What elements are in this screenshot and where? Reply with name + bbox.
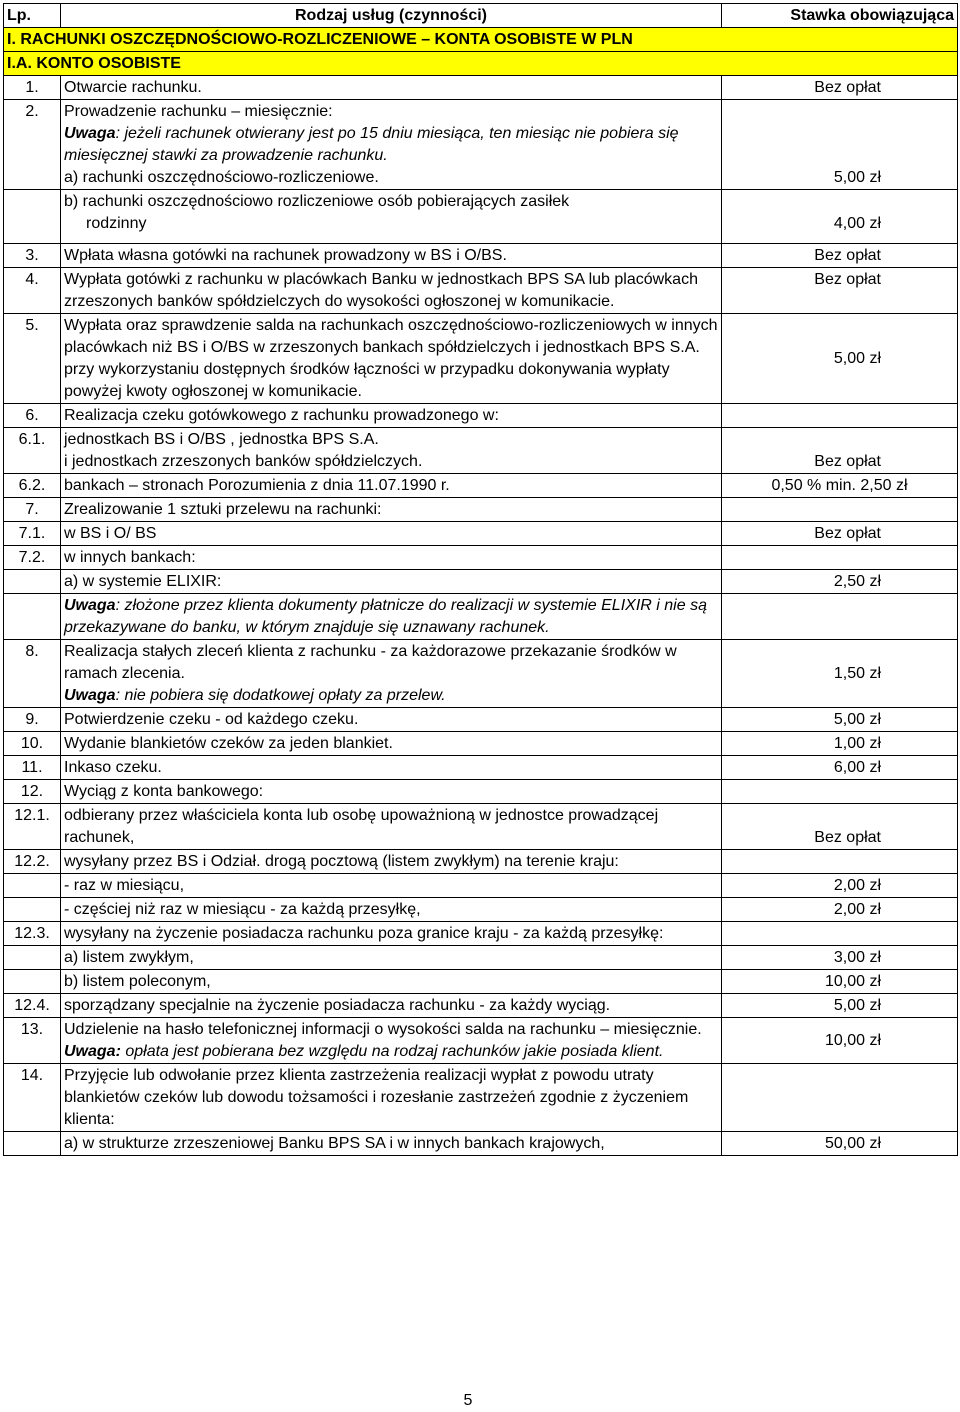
- note-label: Uwaga: [64, 597, 116, 614]
- row-text: Wypłata oraz sprawdzenie salda na rachunkach oszczędnościowo-rozliczeniowych w innych placówkach niż BS i O/BS w zrzeszonych bankach spółdzielczych i jednostkach BPS S.A. przy wykorzystaniu dostępnych środków łączności w przypadku dokonywania wypłaty powyżej kwoty ogłoszonej w komunikacie.: [61, 314, 722, 404]
- row-rate: 5,00 zł: [722, 708, 958, 732]
- row-rate: 1,50 zł: [722, 640, 958, 708]
- row-text: jednostkach BS i O/BS , jednostka BPS S.A. i jednostkach zrzeszonych banków spółdzielczych.: [61, 428, 722, 474]
- table-row: [4, 268, 958, 314]
- row-text: Udzielenie na hasło telefonicznej informacji o wysokości salda na rachunku – miesięcznie. Uwaga: opłata jest pobierana bez względu na rodzaj rachunków jakie posiada klient.: [61, 1018, 722, 1064]
- note-label: Uwaga: [64, 125, 116, 142]
- table-row: [4, 850, 958, 874]
- table-row: [4, 946, 958, 970]
- table-row: [4, 1132, 958, 1156]
- table-row: [4, 804, 958, 850]
- row-number: 2.: [4, 100, 61, 190]
- row-note: [64, 685, 718, 707]
- row-rate: Bez opłat: [722, 804, 958, 850]
- table-row: [4, 708, 958, 732]
- row-text: b) listem poleconym,: [61, 970, 722, 994]
- row-number: 6.2.: [4, 474, 61, 498]
- row-number: 13.: [4, 1018, 61, 1064]
- row-text-main: Prowadzenie rachunku – miesięcznie:: [64, 103, 333, 120]
- row-text: [61, 100, 722, 190]
- row-number: 12.1.: [4, 804, 61, 850]
- row-text: odbierany przez właściciela konta lub osobę upoważnioną w jednostce prowadzącej rachunek,: [61, 804, 722, 850]
- table-row: [4, 522, 958, 546]
- row-text: w BS i O/ BS: [61, 522, 722, 546]
- row-text: Wypłata gotówki z rachunku w placówkach Banku w jednostkach BPS SA lub placówkach zrzeszonych banków spółdzielczych do wysokości ogłoszonej w komunikacie.: [61, 268, 722, 314]
- note-label: Uwaga:: [64, 1043, 121, 1060]
- row-number: 6.: [4, 404, 61, 428]
- row-rate: 10,00 zł: [722, 1018, 958, 1064]
- row-text: Inkaso czeku.: [61, 756, 722, 780]
- table-row: [4, 756, 958, 780]
- table-row: [4, 404, 958, 428]
- row-rate: 2,50 zł: [722, 570, 958, 594]
- row-number: 12.: [4, 780, 61, 804]
- table-row: [4, 970, 958, 994]
- note-text: : jeżeli rachunek otwierany jest po 15 dniu miesiąca, ten miesiąc nie pobiera się miesięcznej stawki za prowadzenie rachunku.: [64, 125, 679, 164]
- table-row: [4, 546, 958, 570]
- note-text: : złożone przez klienta dokumenty płatnicze do realizacji w systemie ELIXIR i nie są przekazywane do banku, w którym znajduje się uznawany rachunek.: [64, 597, 707, 636]
- row-rate: 2,00 zł: [722, 898, 958, 922]
- row-number: 5.: [4, 314, 61, 404]
- header-service: Rodzaj usług (czynności): [61, 4, 722, 28]
- row-rate: 6,00 zł: [722, 756, 958, 780]
- row-rate: Bez opłat: [722, 428, 958, 474]
- row-rate: 2,00 zł: [722, 874, 958, 898]
- fee-table: [3, 3, 958, 1156]
- row-text: wysyłany przez BS i Odział. drogą pocztową (listem zwykłym) na terenie kraju:: [61, 850, 722, 874]
- row-text: Wydanie blankietów czeków za jeden blankiet.: [61, 732, 722, 756]
- table-row: [4, 100, 958, 190]
- section-row: [4, 28, 958, 52]
- row-text: Wpłata własna gotówki na rachunek prowadzony w BS i O/BS.: [61, 244, 722, 268]
- row-subitem-a: a) rachunki oszczędnościowo-rozliczeniowe.: [64, 169, 379, 186]
- row-text: - częściej niż raz w miesiącu - za każdą przesyłkę,: [61, 898, 722, 922]
- row-text: w innych bankach:: [61, 546, 722, 570]
- row-note: [64, 123, 718, 167]
- row-text: Realizacja czeku gotówkowego z rachunku prowadzonego w:: [61, 404, 722, 428]
- row-number: 14.: [4, 1064, 61, 1132]
- row-rate: Bez opłat: [722, 76, 958, 100]
- row-text: Otwarcie rachunku.: [61, 76, 722, 100]
- row-number: 9.: [4, 708, 61, 732]
- row-rate: 1,00 zł: [722, 732, 958, 756]
- table-row: [4, 732, 958, 756]
- row-text: Wyciąg z konta bankowego:: [61, 780, 722, 804]
- row-note: [61, 594, 722, 640]
- row-rate: 4,00 zł: [722, 190, 958, 244]
- row-rate: Bez opłat: [722, 268, 958, 314]
- row-number: 7.1.: [4, 522, 61, 546]
- table-row: [4, 874, 958, 898]
- row-text: wysyłany na życzenie posiadacza rachunku poza granice kraju - za każdą przesyłkę:: [61, 922, 722, 946]
- note-label: Uwaga: [64, 687, 116, 704]
- subsection-row: [4, 52, 958, 76]
- table-row: [4, 76, 958, 100]
- table-row: [4, 922, 958, 946]
- row-note: [64, 1041, 718, 1063]
- row-number: 8.: [4, 640, 61, 708]
- row-number: 4.: [4, 268, 61, 314]
- table-row: [4, 994, 958, 1018]
- row-rate: Bez opłat: [722, 522, 958, 546]
- row-rate: 5,00 zł: [722, 100, 958, 190]
- table-header-row: [4, 4, 958, 28]
- row-number: 12.2.: [4, 850, 61, 874]
- note-text: : nie pobiera się dodatkowej opłaty za przelew.: [115, 687, 446, 704]
- row-text: Realizacja stałych zleceń klienta z rachunku - za każdorazowe przekazanie środków w ramach zlecenia. Uwaga: nie pobiera się dodatkowej opłaty za przelew.: [61, 640, 722, 708]
- row-rate: 5,00 zł: [722, 314, 958, 404]
- row-rate: 10,00 zł: [722, 970, 958, 994]
- row-text: Potwierdzenie czeku - od każdego czeku.: [61, 708, 722, 732]
- row-rate: 0,50 % min. 2,50 zł: [722, 474, 958, 498]
- table-row: [4, 1018, 958, 1064]
- table-row: [4, 314, 958, 404]
- row-number: 3.: [4, 244, 61, 268]
- row-rate: 3,00 zł: [722, 946, 958, 970]
- table-row: [4, 570, 958, 594]
- subsection-title: I.A. KONTO OSOBISTE: [4, 52, 958, 76]
- table-row: [4, 780, 958, 804]
- table-row: [4, 498, 958, 522]
- row-number: 12.4.: [4, 994, 61, 1018]
- row-number: 12.3.: [4, 922, 61, 946]
- row-number: 7.: [4, 498, 61, 522]
- row-text: a) w systemie ELIXIR:: [61, 570, 722, 594]
- row-number: 11.: [4, 756, 61, 780]
- row-subitem-b: b) rachunki oszczędnościowo rozliczeniowe osób pobierających zasiłek rodzinny: [61, 190, 722, 244]
- table-row: [4, 244, 958, 268]
- page-number: 5: [463, 1392, 473, 1409]
- row-rate: 5,00 zł: [722, 994, 958, 1018]
- row-number: 7.2.: [4, 546, 61, 570]
- table-row: [4, 1064, 958, 1132]
- header-lp: Lp.: [4, 4, 61, 28]
- row-number: 1.: [4, 76, 61, 100]
- table-row: [4, 474, 958, 498]
- table-row: [4, 640, 958, 708]
- table-row: [4, 428, 958, 474]
- row-number: 10.: [4, 732, 61, 756]
- row-text: sporządzany specjalnie na życzenie posiadacza rachunku - za każdy wyciąg.: [61, 994, 722, 1018]
- row-text: a) listem zwykłym,: [61, 946, 722, 970]
- table-row: [4, 190, 958, 244]
- row-text: bankach – stronach Porozumienia z dnia 11.07.1990 r.: [61, 474, 722, 498]
- row-number: 6.1.: [4, 428, 61, 474]
- row-rate: 50,00 zł: [722, 1132, 958, 1156]
- row-text: a) w strukturze zrzeszeniowej Banku BPS SA i w innych bankach krajowych,: [61, 1132, 722, 1156]
- row-text: Przyjęcie lub odwołanie przez klienta zastrzeżenia realizacji wypłat z powodu utraty blankietów czeków lub dowodu tożsamości i rozesłanie zastrzeżeń zgodnie z życzeniem klienta:: [61, 1064, 722, 1132]
- note-text: opłata jest pobierana bez względu na rodzaj rachunków jakie posiada klient.: [120, 1043, 664, 1060]
- row-text: - raz w miesiącu,: [61, 874, 722, 898]
- section-title: I. RACHUNKI OSZCZĘDNOŚCIOWO-ROZLICZENIOWE – KONTA OSOBISTE W PLN: [4, 28, 958, 52]
- table-row: [4, 898, 958, 922]
- row-text: Zrealizowanie 1 sztuki przelewu na rachunki:: [61, 498, 722, 522]
- table-row: [4, 594, 958, 640]
- row-rate: Bez opłat: [722, 244, 958, 268]
- header-rate: Stawka obowiązująca: [722, 4, 958, 28]
